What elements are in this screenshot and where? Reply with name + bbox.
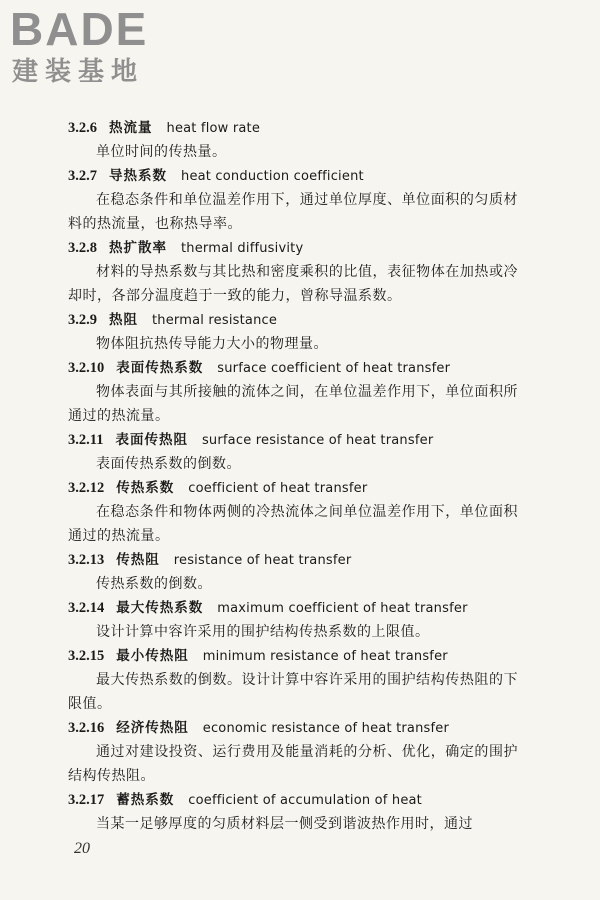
logo-wordmark: BADE bbox=[10, 3, 149, 55]
term-heading bbox=[68, 716, 518, 740]
term-heading bbox=[68, 236, 518, 260]
term-english-name: thermal resistance bbox=[152, 313, 278, 328]
term-number: 3.2.17 bbox=[68, 792, 105, 808]
term-english-name: resistance of heat transfer bbox=[173, 553, 352, 568]
term-chinese-name: 最大传热系数 bbox=[116, 600, 204, 616]
term-chinese-name: 热扩散率 bbox=[109, 240, 167, 256]
term-definition: 最大传热系数的倒数。设计计算中容许采用的围护结构传热阻的下限值。 bbox=[68, 672, 518, 712]
term-number: 3.2.14 bbox=[68, 600, 105, 616]
term-chinese-name: 传热系数 bbox=[116, 480, 175, 496]
term-heading bbox=[68, 788, 518, 812]
term-number: 3.2.10 bbox=[68, 360, 105, 376]
term-chinese-name: 经济传热阻 bbox=[116, 720, 189, 736]
term-entry bbox=[68, 308, 518, 356]
term-entry bbox=[68, 164, 518, 236]
term-definition: 在稳态条件和单位温差作用下，通过单位厚度、单位面积的匀质材料的热流量，也称热导率。 bbox=[68, 192, 518, 232]
term-number: 3.2.9 bbox=[68, 312, 97, 328]
term-number: 3.2.8 bbox=[68, 240, 97, 256]
bade-logo bbox=[10, 4, 185, 92]
term-chinese-name: 蓄热系数 bbox=[116, 792, 175, 808]
term-entry bbox=[68, 428, 518, 476]
term-english-name: heat flow rate bbox=[166, 121, 261, 136]
term-heading bbox=[68, 164, 518, 188]
term-definition: 表面传热系数的倒数。 bbox=[96, 456, 241, 472]
term-chinese-name: 最小传热阻 bbox=[116, 648, 189, 664]
term-number: 3.2.7 bbox=[68, 168, 97, 184]
term-entry bbox=[68, 356, 518, 428]
term-definition: 单位时间的传热量。 bbox=[96, 144, 227, 160]
term-entry bbox=[68, 644, 518, 716]
term-definition: 传热系数的倒数。 bbox=[96, 576, 212, 592]
term-heading bbox=[68, 596, 518, 620]
term-definition: 材料的导热系数与其比热和密度乘积的比值，表征物体在加热或冷却时，各部分温度趋于一致的能力，曾称导温系数。 bbox=[68, 264, 518, 304]
term-english-name: maximum coefficient of heat transfer bbox=[217, 601, 468, 616]
term-english-name: coefficient of heat transfer bbox=[188, 481, 368, 496]
term-number: 3.2.12 bbox=[68, 480, 105, 496]
term-heading bbox=[68, 428, 518, 452]
term-english-name: minimum resistance of heat transfer bbox=[202, 649, 448, 664]
term-heading bbox=[68, 308, 518, 332]
term-entry bbox=[68, 548, 518, 596]
term-english-name: surface coefficient of heat transfer bbox=[217, 361, 451, 376]
term-english-name: thermal diffusivity bbox=[181, 241, 304, 256]
term-number: 3.2.13 bbox=[68, 552, 105, 568]
term-number: 3.2.6 bbox=[68, 120, 97, 136]
term-heading bbox=[68, 476, 518, 500]
term-definition: 通过对建设投资、运行费用及能量消耗的分析、优化，确定的围护结构传热阻。 bbox=[68, 744, 518, 784]
term-english-name: coefficient of accumulation of heat bbox=[188, 793, 422, 808]
terms-list bbox=[68, 116, 518, 836]
term-entry bbox=[68, 716, 518, 788]
term-english-name: surface resistance of heat transfer bbox=[201, 433, 434, 448]
term-number: 3.2.15 bbox=[68, 648, 105, 664]
term-definition: 物体阻抗热传导能力大小的物理量。 bbox=[96, 336, 328, 352]
term-definition: 设计计算中容许采用的围护结构传热系数的上限值。 bbox=[96, 624, 430, 640]
term-chinese-name: 热流量 bbox=[109, 120, 153, 136]
term-chinese-name: 表面传热阻 bbox=[115, 432, 188, 448]
term-entry bbox=[68, 788, 518, 836]
term-entry bbox=[68, 476, 518, 548]
term-definition: 在稳态条件和物体两侧的冷热流体之间单位温差作用下，单位面积通过的热流量。 bbox=[68, 504, 518, 544]
term-number: 3.2.11 bbox=[68, 432, 104, 448]
term-english-name: heat conduction coefficient bbox=[181, 169, 364, 184]
term-heading bbox=[68, 356, 518, 380]
logo-subtitle: 建装基地 bbox=[12, 57, 145, 87]
term-chinese-name: 表面传热系数 bbox=[116, 360, 204, 376]
term-english-name: economic resistance of heat transfer bbox=[202, 721, 450, 736]
term-heading bbox=[68, 116, 518, 140]
term-heading bbox=[68, 644, 518, 668]
term-entry bbox=[68, 596, 518, 644]
term-entry bbox=[68, 236, 518, 308]
term-chinese-name: 传热阻 bbox=[116, 552, 160, 568]
term-definition: 物体表面与其所接触的流体之间，在单位温差作用下，单位面积所通过的热流量。 bbox=[68, 384, 518, 424]
term-heading bbox=[68, 548, 518, 572]
term-entry bbox=[68, 116, 518, 164]
term-chinese-name: 热阻 bbox=[109, 312, 138, 328]
term-chinese-name: 导热系数 bbox=[109, 168, 167, 184]
page-number: 20 bbox=[74, 840, 90, 857]
term-definition: 当某一足够厚度的匀质材料层一侧受到谐波热作用时，通过 bbox=[96, 816, 473, 832]
term-number: 3.2.16 bbox=[68, 720, 105, 736]
